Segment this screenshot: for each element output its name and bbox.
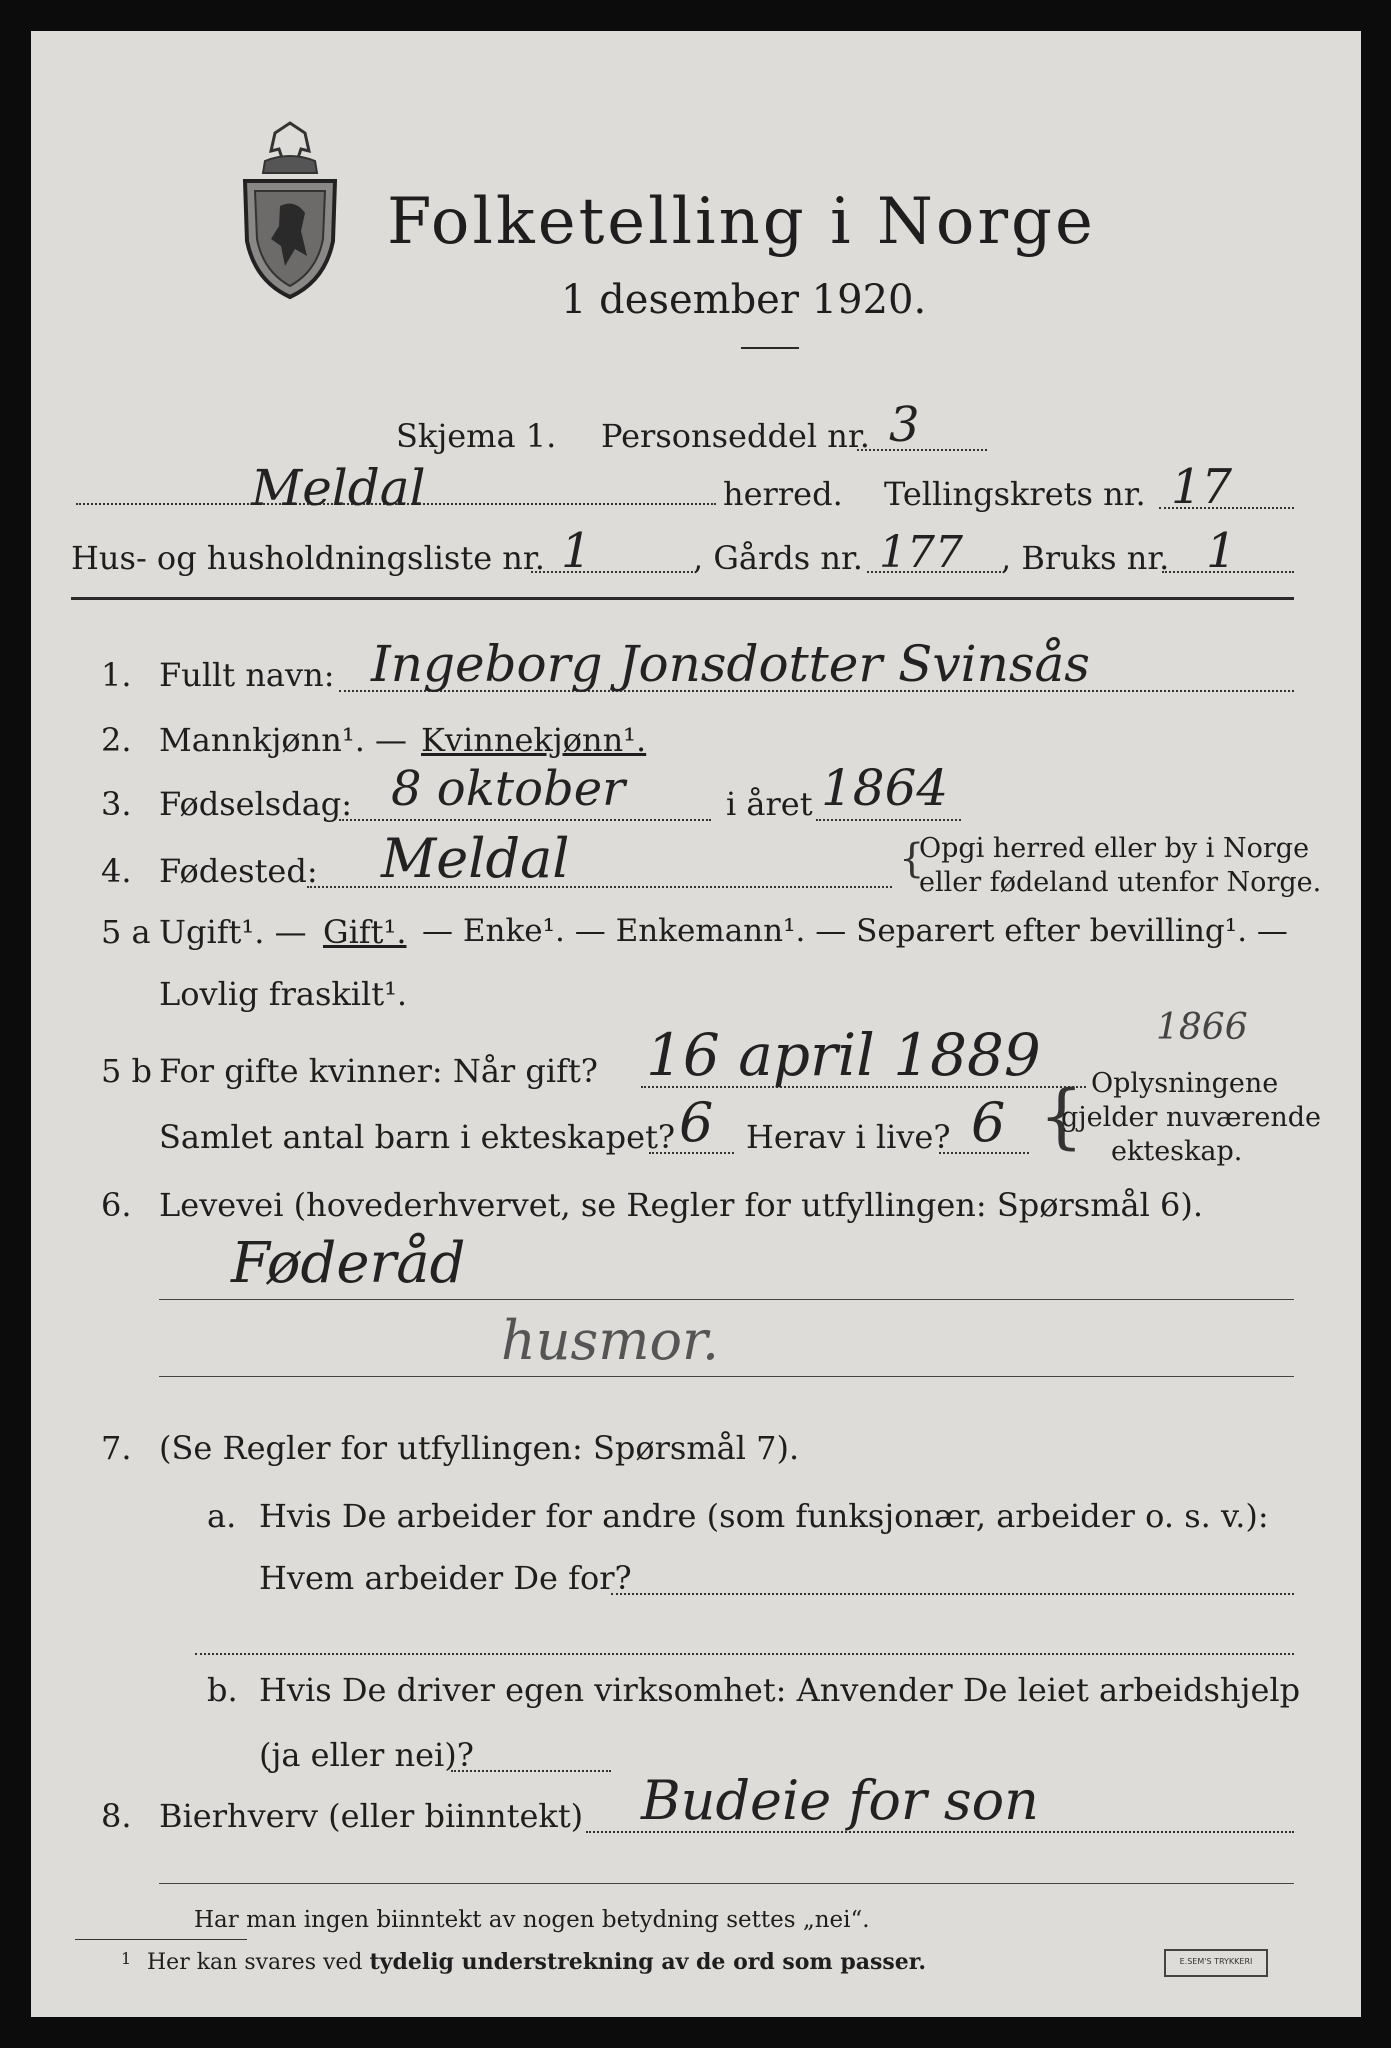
marital-unmarried-option: Ugift¹. — xyxy=(159,913,307,951)
occupation-value-1: Føderåd xyxy=(231,1231,466,1296)
bracket: { xyxy=(899,836,925,882)
children-total-label: Samlet antal barn i ekteskapet? xyxy=(159,1118,676,1156)
birthplace-note-line2: eller fødeland utenfor Norge. xyxy=(919,867,1322,898)
birth-year-value: 1864 xyxy=(821,759,949,817)
title-divider xyxy=(741,347,799,349)
footnote-divider xyxy=(75,1939,247,1940)
bruks-label: , Bruks nr. xyxy=(1001,539,1170,577)
personseddel-field-line xyxy=(857,449,987,451)
year-field-line xyxy=(816,819,961,821)
q7a-letter: a. xyxy=(207,1497,237,1535)
hus-label: Hus- og husholdningsliste nr. xyxy=(71,539,545,577)
q2-number: 2. xyxy=(101,721,132,759)
hus-value: 1 xyxy=(561,523,592,579)
marriage-note-line1: Oplysningene xyxy=(1091,1068,1279,1099)
q7a-question: Hvis De arbeider for andre (som funksjonær, arbeider o. s. v.): xyxy=(259,1497,1269,1535)
personseddel-label: Personseddel nr. xyxy=(601,417,870,455)
q7a-employer-label: Hvem arbeider De for? xyxy=(259,1559,632,1597)
census-form xyxy=(31,31,1361,2017)
q1-label: Fullt navn: xyxy=(159,656,335,694)
q7-number: 7. xyxy=(101,1429,132,1467)
occupation-line-2 xyxy=(159,1376,1294,1377)
gender-female-option: Kvinnekjønn¹. xyxy=(421,721,647,759)
employer-field-line xyxy=(611,1593,1294,1595)
no-income-note: Har man ingen biinntekt av nogen betydning settes „nei“. xyxy=(194,1907,870,1933)
herred-label: herred. xyxy=(723,475,843,513)
married-date-value: 16 april 1889 xyxy=(646,1021,1041,1089)
q7-label: (Se Regler for utfyllingen: Spørsmål 7). xyxy=(159,1429,800,1467)
schema-label: Skjema 1. xyxy=(396,417,557,455)
margin-note-year: 1866 xyxy=(1156,1007,1248,1048)
birthday-field-line xyxy=(339,819,711,821)
children-total-value: 6 xyxy=(679,1091,714,1154)
tellingskrets-value: 17 xyxy=(1171,459,1233,515)
norwegian-coat-of-arms-emblem xyxy=(235,121,345,301)
tellingskrets-label: Tellingskrets nr. xyxy=(884,475,1146,513)
header-separator xyxy=(71,597,1294,600)
side-income-label: Bierhverv (eller biinntekt) xyxy=(159,1797,584,1835)
marriage-note-line2: gjelder nuværende xyxy=(1061,1102,1321,1133)
gards-value: 177 xyxy=(879,527,963,578)
occupation-label: Levevei (hovederhvervet, se Regler for utfyllingen: Spørsmål 6). xyxy=(159,1186,1204,1224)
birthplace-note-line1: Opgi herred eller by i Norge xyxy=(919,833,1310,864)
q3-label: Fødselsdag: xyxy=(159,785,353,823)
bruks-value: 1 xyxy=(1206,523,1237,579)
q6-number: 6. xyxy=(101,1186,132,1224)
year-label: i året xyxy=(726,785,813,823)
full-name-value: Ingeborg Jonsdotter Svinsås xyxy=(371,635,1090,693)
marital-married-option: Gift¹. xyxy=(323,913,407,951)
marital-divorced-option: Lovlig fraskilt¹. xyxy=(159,975,408,1013)
footnote-text: Her kan svares ved tydelig understrekning av de ord som passer. xyxy=(147,1949,927,1975)
occupation-line-1 xyxy=(159,1299,1294,1300)
marital-other-options: — Enke¹. — Enkemann¹. — Separert efter bevilling¹. — xyxy=(422,913,1288,949)
personseddel-value: 3 xyxy=(889,397,920,453)
census-date: 1 desember 1920. xyxy=(561,277,927,323)
q8-number: 8. xyxy=(101,1797,132,1835)
marriage-note-line3: ekteskap. xyxy=(1111,1136,1243,1167)
q3-number: 3. xyxy=(101,785,132,823)
q7b-letter: b. xyxy=(207,1671,238,1709)
hus-field-line xyxy=(531,571,693,573)
herred-value: Meldal xyxy=(251,459,426,517)
q7b-yes-no-label: (ja eller nei)? xyxy=(259,1736,474,1774)
children-alive-value: 6 xyxy=(971,1091,1006,1154)
birthplace-value: Meldal xyxy=(381,827,570,890)
q5b-number: 5 b xyxy=(101,1052,153,1090)
q4-label: Fødested: xyxy=(159,852,318,890)
employer-field-line-2 xyxy=(195,1653,1294,1655)
form-title: Folketelling i Norge xyxy=(387,185,1096,259)
children-alive-label: Herav i live? xyxy=(746,1118,951,1156)
footnote-mark: 1 xyxy=(121,1949,132,1968)
bracket: { xyxy=(1039,1075,1084,1157)
birthday-value: 8 oktober xyxy=(391,761,626,817)
printer-stamp: E.SEM'S TRYKKERI xyxy=(1164,1949,1268,1977)
q5a-number: 5 a xyxy=(101,913,151,951)
gards-label: , Gårds nr. xyxy=(693,539,863,577)
gender-male-option: Mannkjønn¹. — xyxy=(159,721,408,759)
married-when-label: For gifte kvinner: Når gift? xyxy=(159,1052,598,1090)
hired-help-field-line xyxy=(451,1770,611,1772)
q4-number: 4. xyxy=(101,852,132,890)
side-income-line-2 xyxy=(159,1883,1294,1884)
q7b-question: Hvis De driver egen virksomhet: Anvender De leiet arbeidshjelp xyxy=(259,1671,1301,1709)
occupation-value-2: husmor. xyxy=(501,1309,720,1372)
side-income-value: Budeie for son xyxy=(641,1769,1039,1832)
q1-number: 1. xyxy=(101,656,132,694)
